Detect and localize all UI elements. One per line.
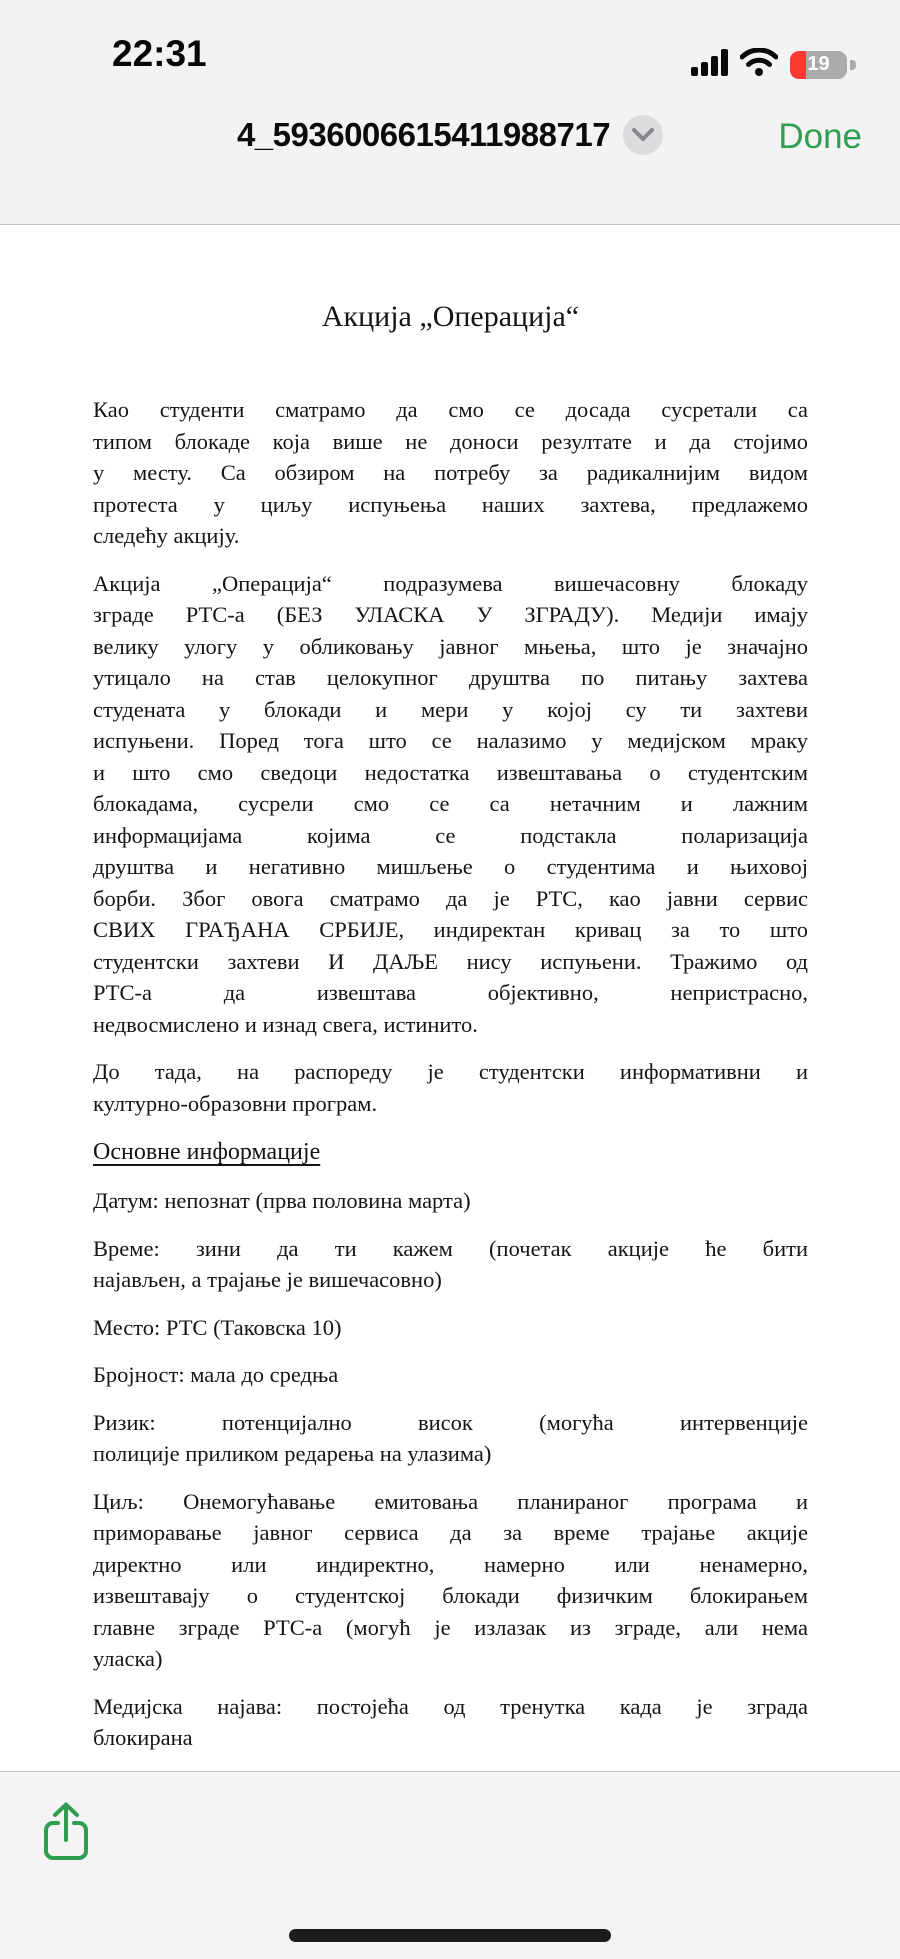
done-button[interactable]: Done [778,117,862,156]
document-line: и што смо сведоци недостатка извештавања о студентским [93,759,808,785]
document-line: РТС-а да извештава објективно, непристрасно, [93,980,808,1005]
document-line: борби. Због овога сматрамо да је РТС, као јавни сервис [93,885,808,911]
document-line: уласка) [93,1646,163,1671]
document-line: блокирана [93,1725,193,1750]
section-heading [93,1135,808,1169]
document-line: Основне информације [93,1139,321,1165]
wifi-icon [740,48,778,81]
document-line: следећу акцију. [93,523,240,548]
document-line: Бројност: мала до средња [93,1362,339,1387]
document-page [0,226,900,1771]
document-paragraph [93,1691,808,1754]
document-paragraph [93,1056,808,1119]
document-paragraph [93,568,808,1041]
document-line: блокадама, сусрели смо се са нетачним и лажним [93,791,808,816]
battery-icon [790,51,856,79]
document-line: Акција „Операција“ [321,300,580,333]
document-line: зграде РТС-а (БЕЗ УЛАСКА У ЗГРАДУ). Медији имају [93,602,808,627]
document-line: Ризик: потенцијално висок (могућа интервенције [93,1409,808,1435]
status-bar [0,0,900,97]
share-button[interactable] [42,1802,90,1862]
document-paragraph [93,1312,808,1344]
document-line: главне зграде РТС-а (могућ је излазак из зграде, али нема [93,1614,808,1640]
document-line: Циљ: Онемогућавање емитовања планираног програма и [93,1488,808,1514]
document-line: СВИХ ГРАЂАНА СРБИЈЕ, индиректан кривац за то што [93,917,808,942]
top-chrome [0,0,900,225]
document-line: испуњени. Поред тога што се налазимо у медијском мраку [93,728,808,753]
nav-title-group [0,115,900,155]
home-indicator[interactable] [289,1929,611,1942]
document-line: информацијама којима се подстакла поларизација [93,822,808,848]
document-paragraph [93,1359,808,1391]
chevron-down-icon [632,128,654,142]
document-line: Акција „Операција“ подразумева вишечасовну блокаду [93,570,808,596]
document-line: полиције приликом редарења на улазима) [93,1441,492,1466]
status-icons [691,48,856,81]
document-line: друштва и негативно мишљење о студентима и њиховој [93,854,808,879]
document-content [93,296,808,1754]
document-line: Место: РТС (Таковска 10) [93,1314,342,1340]
document-line: Као студенти сматрамо да смо се досада сусретали са [93,397,808,422]
document-line: велику улогу у обликовању јавног мњења, што је значајно [93,633,808,659]
document-line: директно или индиректно, намерно или ненамерно, [93,1551,808,1577]
document-paragraph [93,394,808,552]
document-paragraph [93,1185,808,1217]
document-filename: 4_5936006615411988717 [236,116,611,153]
document-paragraph [93,1233,808,1296]
document-line: културно-образовни програм. [93,1090,378,1116]
title-dropdown-button[interactable] [623,115,663,155]
document-line: најављен, а трајање је вишечасовно) [93,1267,442,1292]
document-line: типом блокаде која више не доноси резултате и да стојимо [93,428,808,454]
nav-bar [0,97,900,225]
document-line: Датум: непознат (прва половина марта) [93,1188,471,1213]
battery-percent: 19 [807,53,830,75]
status-time: 22:31 [112,33,207,74]
document-line: Време: зини да ти кажем (почетак акције ће бити [93,1235,808,1261]
document-line: недвосмислено и изнад свега, истинито. [93,1011,478,1037]
document-line: студената у блокади и мери у којој су ти захтеви [93,696,808,722]
document-line: утицало на став целокупног друштва по питању захтева [93,665,808,690]
document-line: у месту. Са обзиром на потребу за радикалнијим видом [93,460,808,485]
document-line: извештавају о студентској блокади физичким блокирањем [93,1583,808,1608]
share-icon [42,1802,90,1862]
document-line: приморавање јавног сервиса да за време трајање акције [93,1520,808,1545]
document-paragraph [93,1407,808,1470]
bottom-toolbar [0,1771,900,1959]
document-line: протеста у циљу испуњења наших захтева, предлажемо [93,491,808,517]
battery-nub [850,60,856,70]
cellular-signal-icon [691,49,728,81]
document-line: До тада, на распореду је студентски информативни и [93,1059,808,1084]
document-title [93,296,808,338]
document-line: Медијска најава: постојећа од тренутка када је зграда [93,1693,808,1719]
document-paragraph [93,1486,808,1675]
document-line: студентски захтеви И ДАЉЕ нису испуњени. Тражимо од [93,948,808,974]
